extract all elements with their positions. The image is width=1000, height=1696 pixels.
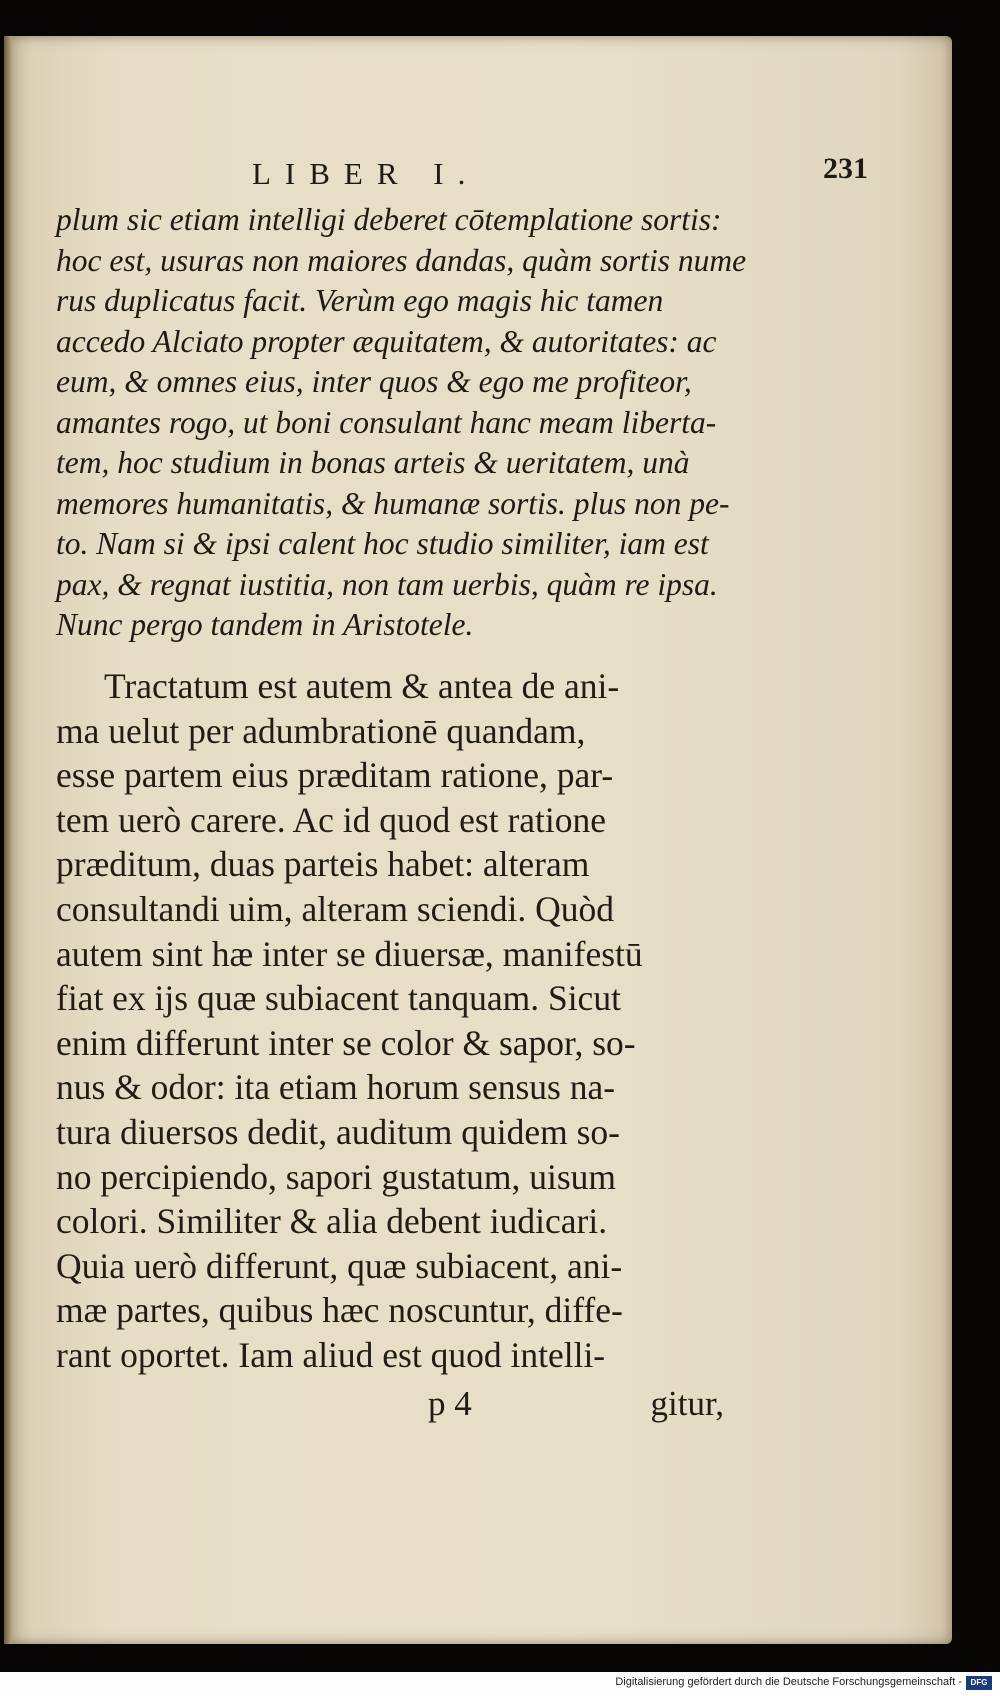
text-line: pax, & regnat iustitia, non tam uerbis, quàm re ipsa. <box>56 566 718 602</box>
text-line: Nunc pergo tandem in Aristotele. <box>56 607 474 642</box>
text-line: rus duplicatus facit. Verùm ego magis hic tamen <box>56 283 664 318</box>
text-line: fiat ex ijs quæ subiacent tanquam. Sicut <box>56 978 621 1019</box>
text-line: enim differunt inter se color & sapor, so- <box>56 1022 636 1063</box>
text-line: præditum, duas parteis habet: alteram <box>56 844 590 885</box>
text-line: no percipiendo, sapori gustatum, uisum <box>56 1156 617 1197</box>
page-gutter <box>4 36 12 1644</box>
text-line: accedo Alciato propter æquitatem, & autoritates: ac <box>56 323 717 359</box>
page-header <box>244 152 868 192</box>
text-line: consultandi uim, alteram sciendi. Quòd <box>56 888 615 929</box>
catchword: gitur, <box>650 1384 724 1423</box>
text-line: amantes rogo, ut boni consulant hanc meam liberta- <box>56 404 717 440</box>
footer-credit: Digitalisierung gefördert durch die Deutsche Forschungsgemeinschaft - <box>615 1676 962 1688</box>
text-line: tem uerò carere. Ac id quod est ratione <box>56 799 607 840</box>
text-line: to. Nam si & ipsi calent hoc studio similiter, iam est <box>56 526 709 561</box>
text-line: memores humanitatis, & humanæ sortis. plus non pe- <box>56 485 730 521</box>
text-line: mæ partes, quibus hæc noscuntur, diffe- <box>56 1290 623 1331</box>
text-line: tura diuersos dedit, auditum quidem so- <box>56 1111 620 1152</box>
text-line: autem sint hæ inter se diuersæ, manifestū <box>56 933 643 974</box>
text-line: Quia uerò differunt, quæ subiacent, ani- <box>56 1245 623 1286</box>
text-line: Tractatum est autem & antea de ani- <box>104 666 620 706</box>
text-line: eum, & omnes eius, inter quos & ego me profiteor, <box>56 364 692 399</box>
text-line: esse partem eius præditam ratione, par- <box>56 755 614 796</box>
running-head: LIBER I. <box>252 156 480 191</box>
text-line: hoc est, usuras non maiores dandas, quàm sortis nume <box>56 242 747 278</box>
text-line: nus & odor: ita etiam horum sensus na- <box>56 1067 616 1108</box>
text-line: plum sic etiam intelligi deberet cōtemplatione sortis: <box>56 202 722 237</box>
text-line: colori. Similiter & alia debent iudicari. <box>56 1201 608 1242</box>
roman-text-block <box>56 664 724 1378</box>
dfg-logo-icon: DFG <box>966 1676 992 1690</box>
book-page <box>4 36 952 1644</box>
italic-text-block <box>56 200 747 646</box>
text-line: ma uelut per adumbrationē quandam, <box>56 710 586 751</box>
text-line: tem, hoc studium in bonas arteis & ueritatem, unà <box>56 445 690 480</box>
page-foot-line <box>56 1384 724 1424</box>
signature-mark: p 4 <box>428 1384 472 1423</box>
digitization-footer <box>0 1672 1000 1696</box>
folio-number: 231 <box>823 152 868 185</box>
text-line: rant oportet. Iam aliud est quod intelli- <box>56 1334 606 1375</box>
